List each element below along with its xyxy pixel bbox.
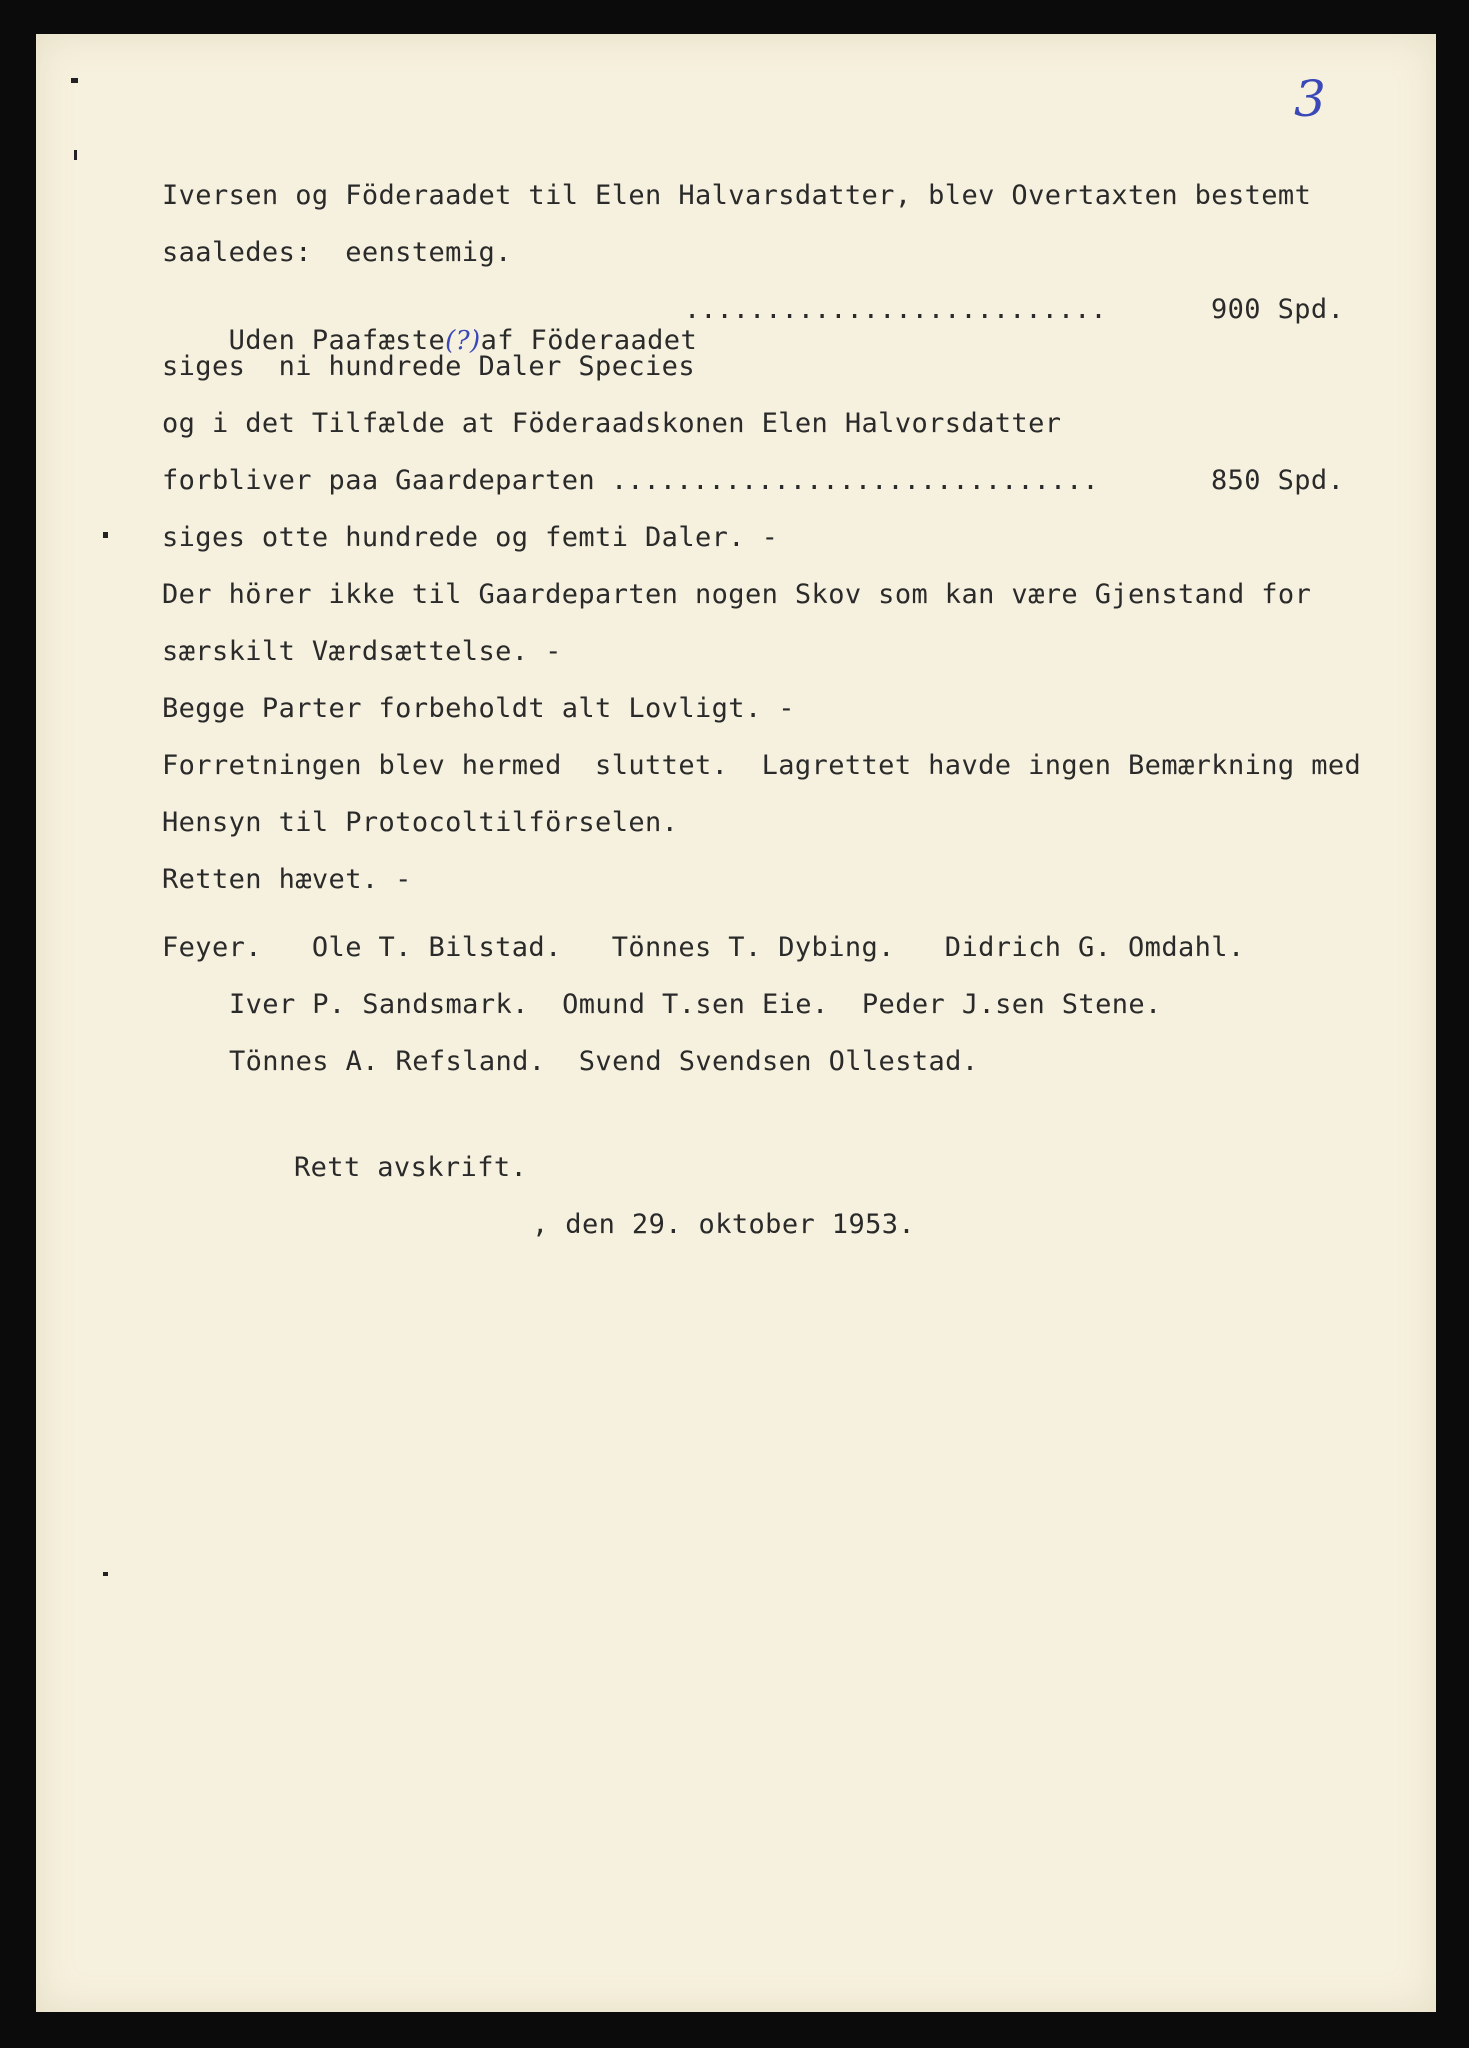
valuation-label: Uden Paafæste: [228, 325, 446, 356]
text-line: saaledes: eenstemig.: [162, 237, 512, 268]
text-line: siges ni hundrede Daler Species: [162, 351, 695, 382]
valuation-line: forbliver paa Gaardeparten: [162, 465, 596, 496]
margin-mark: [71, 78, 78, 83]
text-line: Retten hævet. -: [162, 864, 412, 895]
valuation-label: af Föderaadet: [480, 325, 698, 356]
amount: 900 Spd.: [1211, 294, 1345, 325]
text-line: siges otte hundrede og femti Daler. -: [162, 522, 779, 553]
text-line: særskilt Værdsættelse. -: [162, 636, 562, 667]
leader-dots: ..........................: [684, 294, 1107, 325]
signature-line: Iver P. Sandsmark. Omund T.sen Eie. Peder J.sen Stene.: [229, 989, 1162, 1020]
uncertain-annotation: (?): [445, 326, 481, 356]
margin-mark: [74, 150, 77, 160]
page-number: 3: [1294, 70, 1326, 128]
text-line: Forretningen blev hermed sluttet. Lagrettet havde ingen Bemærkning med: [162, 750, 1362, 781]
text-line: Hensyn til Protocoltilförselen.: [162, 807, 679, 838]
leader-dots: ..............................: [611, 465, 1099, 496]
document-page: [36, 34, 1436, 2012]
margin-mark: [103, 532, 108, 538]
text-line: Der hörer ikke til Gaardeparten nogen Skov som kan være Gjenstand for: [162, 579, 1312, 610]
amount: 850 Spd.: [1211, 465, 1345, 496]
margin-mark: [103, 1572, 108, 1576]
text-line: Begge Parter forbeholdt alt Lovligt. -: [162, 693, 795, 724]
date-line: , den 29. oktober 1953.: [532, 1209, 916, 1240]
text-line: Iversen og Föderaadet til Elen Halvarsdatter, blev Overtaxten bestemt: [162, 180, 1312, 211]
text-line: og i det Tilfælde at Föderaadskonen Elen Halvorsdatter: [162, 408, 1062, 439]
certification: Rett avskrift.: [294, 1152, 528, 1183]
signature-line: Feyer. Ole T. Bilstad. Tönnes T. Dybing. Didrich G. Omdahl.: [162, 932, 1245, 963]
signature-line: Tönnes A. Refsland. Svend Svendsen Ollestad.: [229, 1046, 979, 1077]
